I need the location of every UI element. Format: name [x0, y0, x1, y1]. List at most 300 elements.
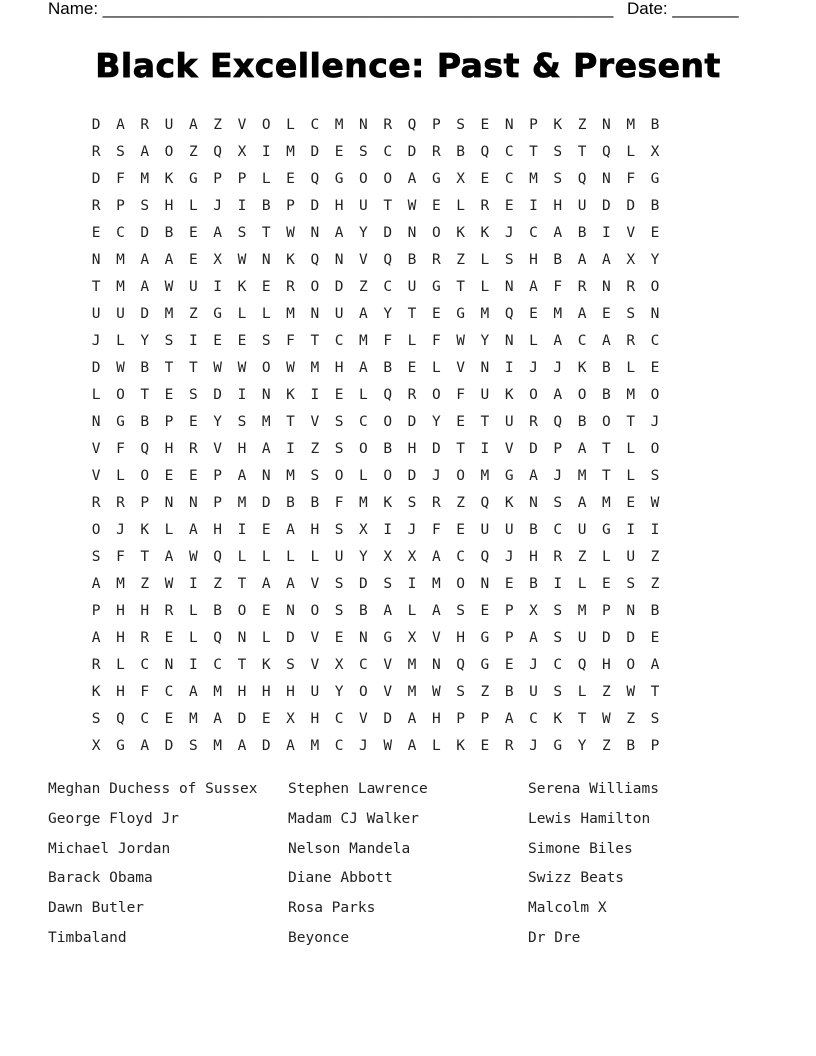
- grid-letter[interactable]: J: [529, 738, 538, 754]
- grid-letter[interactable]: Y: [480, 333, 490, 349]
- grid-letter[interactable]: Q: [310, 171, 320, 187]
- grid-letter[interactable]: M: [188, 711, 198, 727]
- grid-letter[interactable]: H: [310, 711, 320, 727]
- grid-letter[interactable]: T: [310, 333, 320, 349]
- grid-letter[interactable]: N: [407, 225, 417, 241]
- grid-letter[interactable]: S: [334, 414, 344, 430]
- grid-letter[interactable]: N: [91, 252, 101, 268]
- grid-letter[interactable]: O: [529, 387, 538, 403]
- grid-letter[interactable]: A: [407, 171, 417, 187]
- grid-letter[interactable]: E: [188, 468, 198, 484]
- grid-letter[interactable]: A: [91, 576, 101, 592]
- grid-letter[interactable]: V: [456, 360, 465, 376]
- grid-letter[interactable]: W: [164, 576, 174, 592]
- grid-letter[interactable]: H: [431, 711, 441, 727]
- grid-letter[interactable]: B: [577, 414, 587, 430]
- grid-letter[interactable]: D: [140, 306, 150, 322]
- grid-letter[interactable]: T: [91, 279, 101, 295]
- grid-letter[interactable]: M: [480, 468, 490, 484]
- grid-letter[interactable]: O: [310, 603, 320, 619]
- grid-letter[interactable]: T: [650, 684, 660, 700]
- grid-letter[interactable]: A: [91, 630, 101, 646]
- grid-letter[interactable]: B: [650, 117, 660, 133]
- grid-letter[interactable]: N: [504, 333, 514, 349]
- grid-letter[interactable]: N: [504, 117, 514, 133]
- grid-letter[interactable]: A: [529, 630, 538, 646]
- grid-letter[interactable]: O: [334, 468, 344, 484]
- grid-letter[interactable]: A: [577, 252, 587, 268]
- grid-letter[interactable]: Q: [213, 630, 222, 646]
- grid-letter[interactable]: E: [164, 630, 174, 646]
- grid-letter[interactable]: N: [650, 306, 660, 322]
- grid-letter[interactable]: Q: [213, 144, 222, 160]
- grid-letter[interactable]: A: [140, 144, 150, 160]
- grid-letter[interactable]: U: [116, 306, 125, 322]
- grid-letter[interactable]: S: [116, 144, 125, 160]
- grid-letter[interactable]: G: [480, 657, 490, 673]
- grid-letter[interactable]: G: [456, 306, 465, 322]
- grid-letter[interactable]: D: [626, 630, 636, 646]
- grid-letter[interactable]: W: [286, 360, 295, 376]
- grid-letter[interactable]: R: [626, 333, 636, 349]
- grid-letter[interactable]: D: [91, 117, 101, 133]
- grid-letter[interactable]: R: [431, 144, 441, 160]
- grid-letter[interactable]: U: [504, 522, 514, 538]
- grid-letter[interactable]: V: [504, 441, 514, 457]
- grid-letter[interactable]: S: [310, 468, 320, 484]
- grid-letter[interactable]: O: [91, 522, 101, 538]
- grid-letter[interactable]: Z: [650, 549, 660, 565]
- grid-letter[interactable]: A: [188, 684, 198, 700]
- grid-letter[interactable]: Y: [334, 684, 344, 700]
- grid-letter[interactable]: B: [359, 603, 368, 619]
- grid-letter[interactable]: E: [602, 306, 611, 322]
- grid-letter[interactable]: O: [116, 387, 125, 403]
- grid-letter[interactable]: Y: [140, 333, 150, 349]
- grid-letter[interactable]: W: [407, 198, 417, 214]
- grid-letter[interactable]: C: [553, 522, 563, 538]
- grid-letter[interactable]: A: [577, 441, 587, 457]
- grid-letter[interactable]: N: [529, 495, 538, 511]
- grid-letter[interactable]: U: [407, 279, 417, 295]
- grid-letter[interactable]: Z: [359, 279, 368, 295]
- grid-letter[interactable]: G: [383, 630, 393, 646]
- grid-letter[interactable]: E: [407, 360, 417, 376]
- grid-letter[interactable]: A: [602, 252, 611, 268]
- grid-letter[interactable]: S: [286, 657, 295, 673]
- grid-letter[interactable]: D: [626, 198, 636, 214]
- grid-letter[interactable]: P: [456, 711, 465, 727]
- grid-letter[interactable]: A: [116, 117, 125, 133]
- grid-letter[interactable]: Q: [480, 549, 490, 565]
- grid-letter[interactable]: L: [359, 387, 368, 403]
- grid-letter[interactable]: T: [237, 576, 247, 592]
- grid-letter[interactable]: B: [602, 360, 611, 376]
- grid-letter[interactable]: O: [310, 279, 320, 295]
- grid-letter[interactable]: B: [529, 576, 538, 592]
- grid-letter[interactable]: Q: [213, 549, 222, 565]
- grid-letter[interactable]: K: [504, 387, 514, 403]
- grid-letter[interactable]: Q: [116, 711, 125, 727]
- grid-letter[interactable]: D: [237, 711, 247, 727]
- grid-letter[interactable]: L: [431, 360, 441, 376]
- grid-letter[interactable]: V: [383, 684, 393, 700]
- grid-letter[interactable]: A: [383, 603, 393, 619]
- grid-letter[interactable]: W: [237, 360, 247, 376]
- grid-letter[interactable]: D: [140, 225, 150, 241]
- grid-letter[interactable]: S: [553, 171, 563, 187]
- grid-letter[interactable]: T: [286, 414, 295, 430]
- grid-letter[interactable]: A: [188, 522, 198, 538]
- grid-letter[interactable]: H: [164, 441, 174, 457]
- grid-letter[interactable]: N: [480, 576, 490, 592]
- grid-letter[interactable]: F: [116, 441, 125, 457]
- grid-letter[interactable]: A: [431, 603, 441, 619]
- grid-letter[interactable]: I: [553, 576, 563, 592]
- grid-letter[interactable]: A: [359, 360, 368, 376]
- grid-letter[interactable]: N: [261, 387, 271, 403]
- grid-letter[interactable]: F: [431, 522, 441, 538]
- grid-letter[interactable]: F: [383, 333, 393, 349]
- grid-letter[interactable]: J: [407, 522, 417, 538]
- grid-letter[interactable]: H: [334, 360, 344, 376]
- grid-letter[interactable]: T: [407, 306, 417, 322]
- grid-letter[interactable]: W: [164, 279, 174, 295]
- grid-letter[interactable]: L: [602, 549, 611, 565]
- grid-letter[interactable]: L: [529, 333, 538, 349]
- grid-letter[interactable]: B: [602, 387, 611, 403]
- grid-letter[interactable]: V: [626, 225, 636, 241]
- grid-letter[interactable]: Q: [310, 252, 320, 268]
- grid-letter[interactable]: D: [286, 630, 295, 646]
- grid-letter[interactable]: E: [334, 387, 344, 403]
- grid-letter[interactable]: N: [164, 657, 174, 673]
- grid-letter[interactable]: F: [626, 171, 636, 187]
- grid-letter[interactable]: T: [626, 414, 636, 430]
- grid-letter[interactable]: U: [334, 306, 344, 322]
- grid-letter[interactable]: D: [383, 711, 393, 727]
- grid-letter[interactable]: W: [456, 333, 465, 349]
- grid-letter[interactable]: K: [237, 279, 247, 295]
- grid-letter[interactable]: G: [188, 171, 198, 187]
- grid-letter[interactable]: V: [310, 657, 320, 673]
- grid-letter[interactable]: E: [91, 225, 101, 241]
- grid-letter[interactable]: O: [431, 225, 441, 241]
- grid-letter[interactable]: N: [310, 225, 320, 241]
- grid-letter[interactable]: E: [626, 495, 636, 511]
- grid-letter[interactable]: S: [650, 468, 660, 484]
- grid-letter[interactable]: M: [334, 117, 344, 133]
- grid-letter[interactable]: W: [116, 360, 125, 376]
- grid-letter[interactable]: X: [359, 522, 368, 538]
- grid-letter[interactable]: I: [286, 441, 295, 457]
- grid-letter[interactable]: H: [164, 198, 174, 214]
- grid-letter[interactable]: O: [140, 468, 150, 484]
- grid-letter[interactable]: B: [140, 414, 150, 430]
- grid-letter[interactable]: A: [286, 522, 295, 538]
- grid-letter[interactable]: M: [213, 738, 222, 754]
- grid-letter[interactable]: J: [529, 360, 538, 376]
- grid-letter[interactable]: I: [480, 441, 490, 457]
- grid-letter[interactable]: P: [286, 198, 295, 214]
- grid-letter[interactable]: R: [188, 441, 198, 457]
- grid-letter[interactable]: J: [553, 468, 563, 484]
- grid-letter[interactable]: R: [480, 198, 490, 214]
- grid-letter[interactable]: Q: [553, 414, 563, 430]
- grid-letter[interactable]: B: [504, 684, 514, 700]
- grid-letter[interactable]: Z: [310, 441, 320, 457]
- grid-letter[interactable]: Z: [602, 738, 611, 754]
- grid-letter[interactable]: G: [431, 171, 441, 187]
- grid-letter[interactable]: M: [407, 657, 417, 673]
- grid-letter[interactable]: R: [164, 603, 174, 619]
- grid-letter[interactable]: E: [213, 333, 222, 349]
- grid-letter[interactable]: H: [116, 684, 125, 700]
- grid-letter[interactable]: J: [504, 549, 514, 565]
- grid-letter[interactable]: C: [334, 711, 344, 727]
- grid-letter[interactable]: M: [164, 306, 174, 322]
- grid-letter[interactable]: V: [359, 711, 368, 727]
- grid-letter[interactable]: U: [188, 279, 198, 295]
- grid-letter[interactable]: O: [650, 279, 660, 295]
- grid-letter[interactable]: P: [553, 441, 563, 457]
- grid-letter[interactable]: H: [116, 630, 125, 646]
- grid-letter[interactable]: J: [529, 657, 538, 673]
- grid-letter[interactable]: M: [140, 171, 150, 187]
- grid-letter[interactable]: I: [188, 333, 198, 349]
- grid-letter[interactable]: C: [310, 117, 320, 133]
- grid-letter[interactable]: J: [116, 522, 125, 538]
- grid-letter[interactable]: A: [407, 738, 417, 754]
- grid-letter[interactable]: A: [237, 738, 247, 754]
- grid-letter[interactable]: G: [116, 414, 125, 430]
- grid-letter[interactable]: B: [261, 198, 271, 214]
- grid-letter[interactable]: W: [626, 684, 636, 700]
- grid-letter[interactable]: N: [237, 630, 247, 646]
- grid-letter[interactable]: K: [456, 738, 465, 754]
- grid-letter[interactable]: L: [237, 549, 247, 565]
- grid-letter[interactable]: X: [334, 657, 344, 673]
- grid-letter[interactable]: R: [504, 738, 514, 754]
- grid-letter[interactable]: K: [553, 117, 563, 133]
- grid-letter[interactable]: V: [213, 441, 222, 457]
- grid-letter[interactable]: L: [188, 630, 198, 646]
- grid-letter[interactable]: N: [164, 495, 174, 511]
- grid-letter[interactable]: M: [286, 306, 295, 322]
- grid-letter[interactable]: A: [213, 225, 222, 241]
- grid-letter[interactable]: M: [431, 576, 441, 592]
- grid-letter[interactable]: M: [116, 576, 125, 592]
- grid-letter[interactable]: X: [456, 171, 465, 187]
- grid-letter[interactable]: V: [91, 468, 101, 484]
- grid-letter[interactable]: S: [261, 333, 271, 349]
- grid-letter[interactable]: R: [529, 414, 538, 430]
- grid-letter[interactable]: G: [431, 279, 441, 295]
- grid-letter[interactable]: I: [310, 387, 320, 403]
- grid-letter[interactable]: N: [602, 117, 611, 133]
- grid-letter[interactable]: O: [626, 657, 636, 673]
- grid-letter[interactable]: L: [261, 171, 271, 187]
- grid-letter[interactable]: D: [529, 441, 538, 457]
- grid-letter[interactable]: A: [213, 711, 222, 727]
- grid-letter[interactable]: M: [261, 414, 271, 430]
- grid-letter[interactable]: A: [140, 738, 150, 754]
- grid-letter[interactable]: L: [407, 333, 417, 349]
- grid-letter[interactable]: L: [91, 387, 101, 403]
- grid-letter[interactable]: Q: [602, 144, 611, 160]
- grid-letter[interactable]: U: [577, 522, 587, 538]
- grid-letter[interactable]: R: [91, 198, 101, 214]
- grid-letter[interactable]: A: [650, 657, 660, 673]
- grid-letter[interactable]: L: [286, 117, 295, 133]
- grid-letter[interactable]: Z: [626, 711, 636, 727]
- grid-letter[interactable]: V: [431, 630, 441, 646]
- grid-letter[interactable]: F: [286, 333, 295, 349]
- grid-letter[interactable]: S: [91, 711, 101, 727]
- grid-letter[interactable]: U: [626, 549, 636, 565]
- grid-letter[interactable]: U: [310, 684, 320, 700]
- grid-letter[interactable]: C: [650, 333, 660, 349]
- grid-letter[interactable]: I: [650, 522, 660, 538]
- grid-letter[interactable]: G: [602, 522, 611, 538]
- grid-letter[interactable]: P: [213, 468, 222, 484]
- grid-letter[interactable]: U: [504, 414, 514, 430]
- grid-letter[interactable]: I: [261, 144, 271, 160]
- grid-letter[interactable]: D: [383, 225, 393, 241]
- grid-letter[interactable]: C: [383, 279, 393, 295]
- grid-letter[interactable]: L: [577, 684, 587, 700]
- grid-letter[interactable]: T: [577, 144, 587, 160]
- grid-letter[interactable]: B: [407, 252, 417, 268]
- grid-letter[interactable]: P: [529, 117, 538, 133]
- grid-letter[interactable]: O: [164, 144, 174, 160]
- grid-letter[interactable]: N: [261, 252, 271, 268]
- grid-letter[interactable]: L: [286, 549, 295, 565]
- grid-letter[interactable]: A: [529, 468, 538, 484]
- grid-letter[interactable]: X: [213, 252, 222, 268]
- grid-letter[interactable]: V: [237, 117, 247, 133]
- grid-letter[interactable]: D: [602, 198, 611, 214]
- grid-letter[interactable]: H: [529, 252, 538, 268]
- grid-letter[interactable]: N: [359, 117, 368, 133]
- grid-letter[interactable]: I: [237, 198, 247, 214]
- grid-letter[interactable]: Q: [480, 144, 490, 160]
- grid-letter[interactable]: K: [140, 522, 150, 538]
- grid-letter[interactable]: Q: [504, 306, 514, 322]
- grid-letter[interactable]: Q: [140, 441, 150, 457]
- grid-letter[interactable]: B: [286, 495, 295, 511]
- grid-letter[interactable]: P: [504, 630, 514, 646]
- grid-letter[interactable]: F: [553, 279, 563, 295]
- grid-letter[interactable]: M: [286, 468, 295, 484]
- grid-letter[interactable]: P: [431, 117, 441, 133]
- grid-letter[interactable]: V: [383, 657, 393, 673]
- grid-letter[interactable]: K: [286, 387, 295, 403]
- grid-letter[interactable]: U: [91, 306, 101, 322]
- grid-letter[interactable]: M: [237, 495, 247, 511]
- grid-letter[interactable]: H: [237, 684, 247, 700]
- grid-letter[interactable]: T: [602, 441, 611, 457]
- grid-letter[interactable]: O: [237, 603, 247, 619]
- grid-letter[interactable]: N: [261, 468, 271, 484]
- grid-letter[interactable]: L: [261, 306, 271, 322]
- grid-letter[interactable]: E: [504, 657, 514, 673]
- grid-letter[interactable]: P: [213, 495, 222, 511]
- grid-letter[interactable]: M: [116, 252, 125, 268]
- grid-letter[interactable]: K: [553, 711, 563, 727]
- grid-letter[interactable]: R: [577, 279, 587, 295]
- grid-letter[interactable]: I: [237, 522, 247, 538]
- grid-letter[interactable]: O: [650, 441, 660, 457]
- grid-letter[interactable]: A: [237, 468, 247, 484]
- grid-letter[interactable]: C: [504, 144, 514, 160]
- grid-letter[interactable]: D: [359, 576, 368, 592]
- grid-letter[interactable]: B: [140, 360, 150, 376]
- grid-letter[interactable]: S: [626, 306, 636, 322]
- grid-letter[interactable]: O: [261, 360, 271, 376]
- grid-letter[interactable]: T: [261, 225, 271, 241]
- grid-letter[interactable]: J: [650, 414, 660, 430]
- grid-letter[interactable]: I: [626, 522, 636, 538]
- grid-letter[interactable]: H: [529, 549, 538, 565]
- grid-letter[interactable]: D: [91, 171, 101, 187]
- grid-letter[interactable]: X: [286, 711, 295, 727]
- grid-letter[interactable]: H: [310, 522, 320, 538]
- grid-letter[interactable]: O: [383, 468, 393, 484]
- grid-letter[interactable]: C: [140, 711, 150, 727]
- grid-letter[interactable]: L: [431, 738, 441, 754]
- grid-letter[interactable]: D: [431, 441, 441, 457]
- grid-letter[interactable]: Q: [480, 495, 490, 511]
- grid-letter[interactable]: W: [602, 711, 611, 727]
- grid-letter[interactable]: J: [553, 360, 563, 376]
- grid-letter[interactable]: T: [577, 711, 587, 727]
- grid-letter[interactable]: R: [431, 495, 441, 511]
- grid-letter[interactable]: D: [407, 144, 417, 160]
- grid-letter[interactable]: S: [359, 144, 368, 160]
- grid-letter[interactable]: X: [237, 144, 247, 160]
- grid-letter[interactable]: Y: [359, 225, 368, 241]
- grid-letter[interactable]: K: [480, 225, 490, 241]
- grid-letter[interactable]: N: [359, 630, 368, 646]
- grid-letter[interactable]: R: [140, 630, 150, 646]
- grid-letter[interactable]: S: [553, 603, 563, 619]
- grid-letter[interactable]: A: [577, 495, 587, 511]
- grid-letter[interactable]: I: [383, 522, 393, 538]
- grid-letter[interactable]: A: [261, 441, 271, 457]
- grid-letter[interactable]: A: [188, 117, 198, 133]
- grid-letter[interactable]: C: [456, 549, 465, 565]
- grid-letter[interactable]: B: [529, 522, 538, 538]
- grid-letter[interactable]: L: [407, 603, 417, 619]
- grid-letter[interactable]: R: [116, 495, 125, 511]
- grid-letter[interactable]: E: [650, 225, 660, 241]
- grid-letter[interactable]: E: [480, 603, 490, 619]
- grid-letter[interactable]: J: [359, 738, 368, 754]
- grid-letter[interactable]: Z: [602, 684, 611, 700]
- grid-letter[interactable]: J: [91, 333, 101, 349]
- grid-letter[interactable]: L: [456, 198, 465, 214]
- grid-letter[interactable]: F: [116, 171, 125, 187]
- grid-letter[interactable]: H: [261, 684, 271, 700]
- grid-letter[interactable]: K: [164, 171, 174, 187]
- grid-letter[interactable]: R: [553, 549, 563, 565]
- grid-letter[interactable]: E: [334, 144, 344, 160]
- grid-letter[interactable]: O: [359, 441, 368, 457]
- grid-letter[interactable]: H: [602, 657, 611, 673]
- grid-letter[interactable]: T: [188, 360, 198, 376]
- grid-letter[interactable]: E: [650, 360, 660, 376]
